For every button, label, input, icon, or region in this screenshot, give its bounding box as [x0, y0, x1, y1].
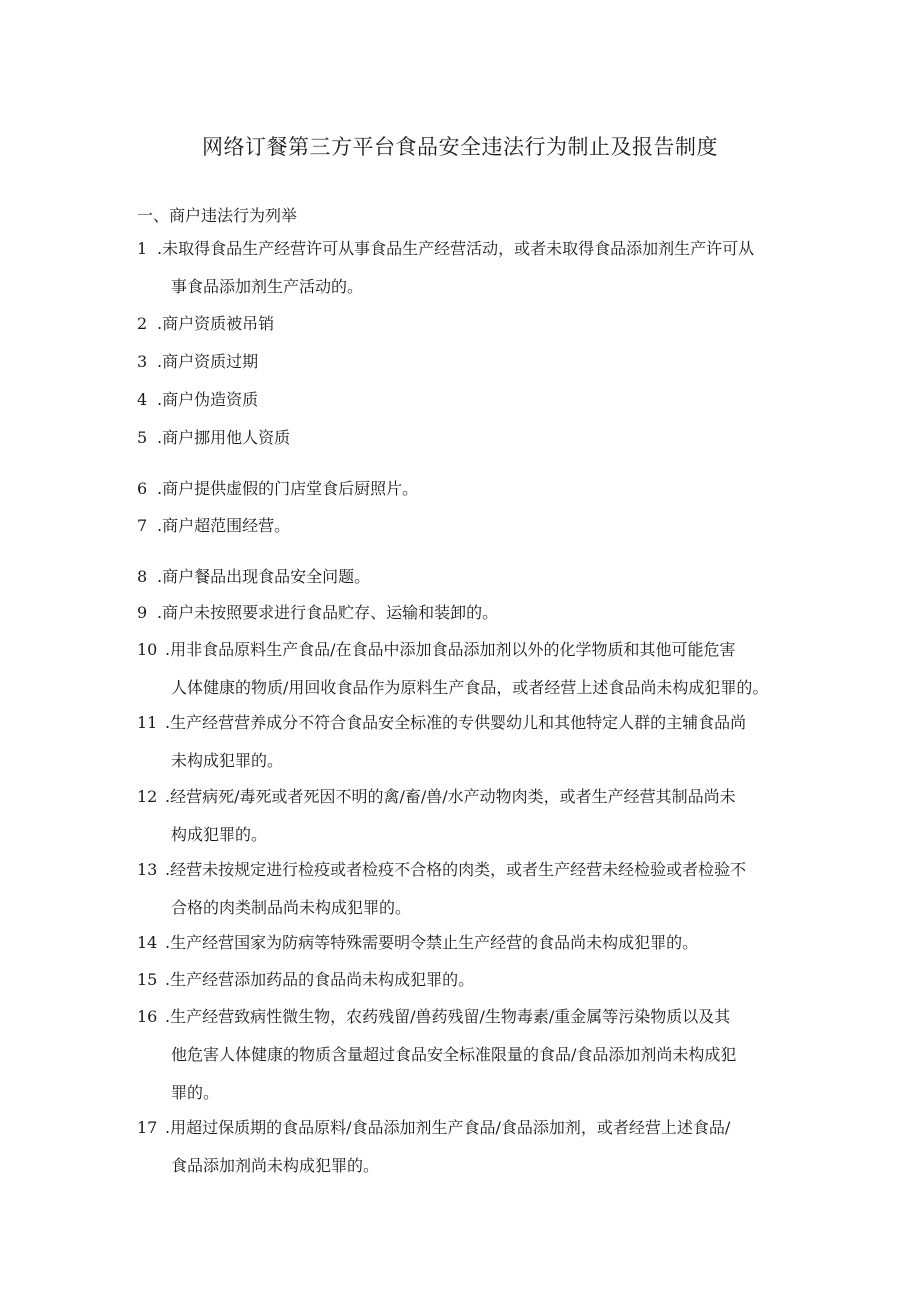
- item-number: 13: [137, 860, 158, 879]
- list-item: [137, 566, 797, 604]
- item-text-continued: 罪的。: [171, 1083, 220, 1102]
- section-heading: 一、商户违法行为列举: [137, 206, 298, 225]
- item-text: .生产经营营养成分不符合食品安全标准的专供婴幼儿和其他特定人群的主辅食品尚: [165, 713, 747, 732]
- item-text: .用超过保质期的食品原料/食品添加剂生产食品/食品添加剂，或者经营上述食品/: [165, 1118, 731, 1137]
- list-item: [137, 478, 797, 516]
- list-item: [137, 712, 797, 788]
- item-text: .未取得食品生产经营许可从事食品生产经营活动，或者未取得食品添加剂生产许可从: [157, 239, 755, 258]
- list-item: [137, 859, 797, 935]
- item-number: 8: [137, 567, 148, 586]
- item-number: 6: [137, 479, 148, 498]
- item-text: .生产经营国家为防病等特殊需要明令禁止生产经营的食品尚未构成犯罪的。: [165, 933, 699, 952]
- item-text: .商户超范围经营。: [157, 516, 291, 535]
- item-number: 10: [137, 640, 158, 659]
- item-text-continued: 事食品添加剂生产活动的。: [171, 277, 364, 296]
- item-text-continued: 人体健康的物质/用回收食品作为原料生产食品，或者经营上述食品尚未构成犯罪的。: [171, 678, 769, 697]
- item-text: .商户资质被吊销: [157, 314, 275, 333]
- item-text: .商户伪造资质: [157, 390, 259, 409]
- page-title: 网络订餐第三方平台食品安全违法行为制止及报告制度: [202, 135, 718, 159]
- list-item: [137, 515, 797, 553]
- item-text-continued: 他危害人体健康的物质含量超过食品安全标准限量的食品/食品添加剂尚未构成犯: [171, 1045, 737, 1064]
- list-item: [137, 602, 797, 640]
- item-text-continued: 构成犯罪的。: [171, 825, 268, 844]
- item-text-continued: 未构成犯罪的。: [171, 751, 284, 770]
- list-item: [137, 351, 797, 389]
- list-item: [137, 313, 797, 351]
- list-item: [137, 389, 797, 427]
- list-item: [137, 1117, 797, 1193]
- item-text: .经营病死/毒死或者死因不明的禽/畜/兽/水产动物肉类，或者生产经营其制品尚未: [165, 787, 736, 806]
- list-item: [137, 932, 797, 970]
- list-item: [137, 969, 797, 1007]
- item-number: 1: [137, 239, 148, 258]
- item-number: 17: [137, 1118, 158, 1137]
- item-number: 7: [137, 516, 148, 535]
- item-text: .用非食品原料生产食品/在食品中添加食品添加剂以外的化学物质和其他可能危害: [165, 640, 736, 659]
- list-item: [137, 427, 797, 465]
- item-text: .生产经营致病性微生物，农药残留/兽药残留/生物毒素/重金属等污染物质以及其: [165, 1007, 731, 1026]
- item-number: 9: [137, 603, 148, 622]
- list-item: [137, 786, 797, 862]
- item-text: .商户未按照要求进行食品贮存、运输和装卸的。: [157, 603, 499, 622]
- item-text-continued: 合格的肉类制品尚未构成犯罪的。: [171, 898, 412, 917]
- list-item: [137, 639, 797, 715]
- item-number: 16: [137, 1007, 158, 1026]
- item-text: .商户挪用他人资质: [157, 428, 291, 447]
- item-number: 3: [137, 352, 148, 371]
- item-number: 2: [137, 314, 148, 333]
- item-number: 15: [137, 970, 158, 989]
- list-item: [137, 238, 797, 314]
- item-number: 14: [137, 933, 158, 952]
- item-text: .商户资质过期: [157, 352, 259, 371]
- list-item: [137, 1006, 797, 1120]
- item-text: .商户餐品出现食品安全问题。: [157, 567, 371, 586]
- item-text: .商户提供虚假的门店堂食后厨照片。: [157, 479, 419, 498]
- item-number: 12: [137, 787, 158, 806]
- item-number: 11: [137, 713, 158, 732]
- item-text: .经营未按规定进行检疫或者检疫不合格的肉类，或者生产经营未经检验或者检验不: [165, 860, 747, 879]
- item-text-continued: 食品添加剂尚未构成犯罪的。: [171, 1156, 380, 1175]
- item-number: 4: [137, 390, 148, 409]
- item-number: 5: [137, 428, 148, 447]
- item-text: .生产经营添加药品的食品尚未构成犯罪的。: [165, 970, 475, 989]
